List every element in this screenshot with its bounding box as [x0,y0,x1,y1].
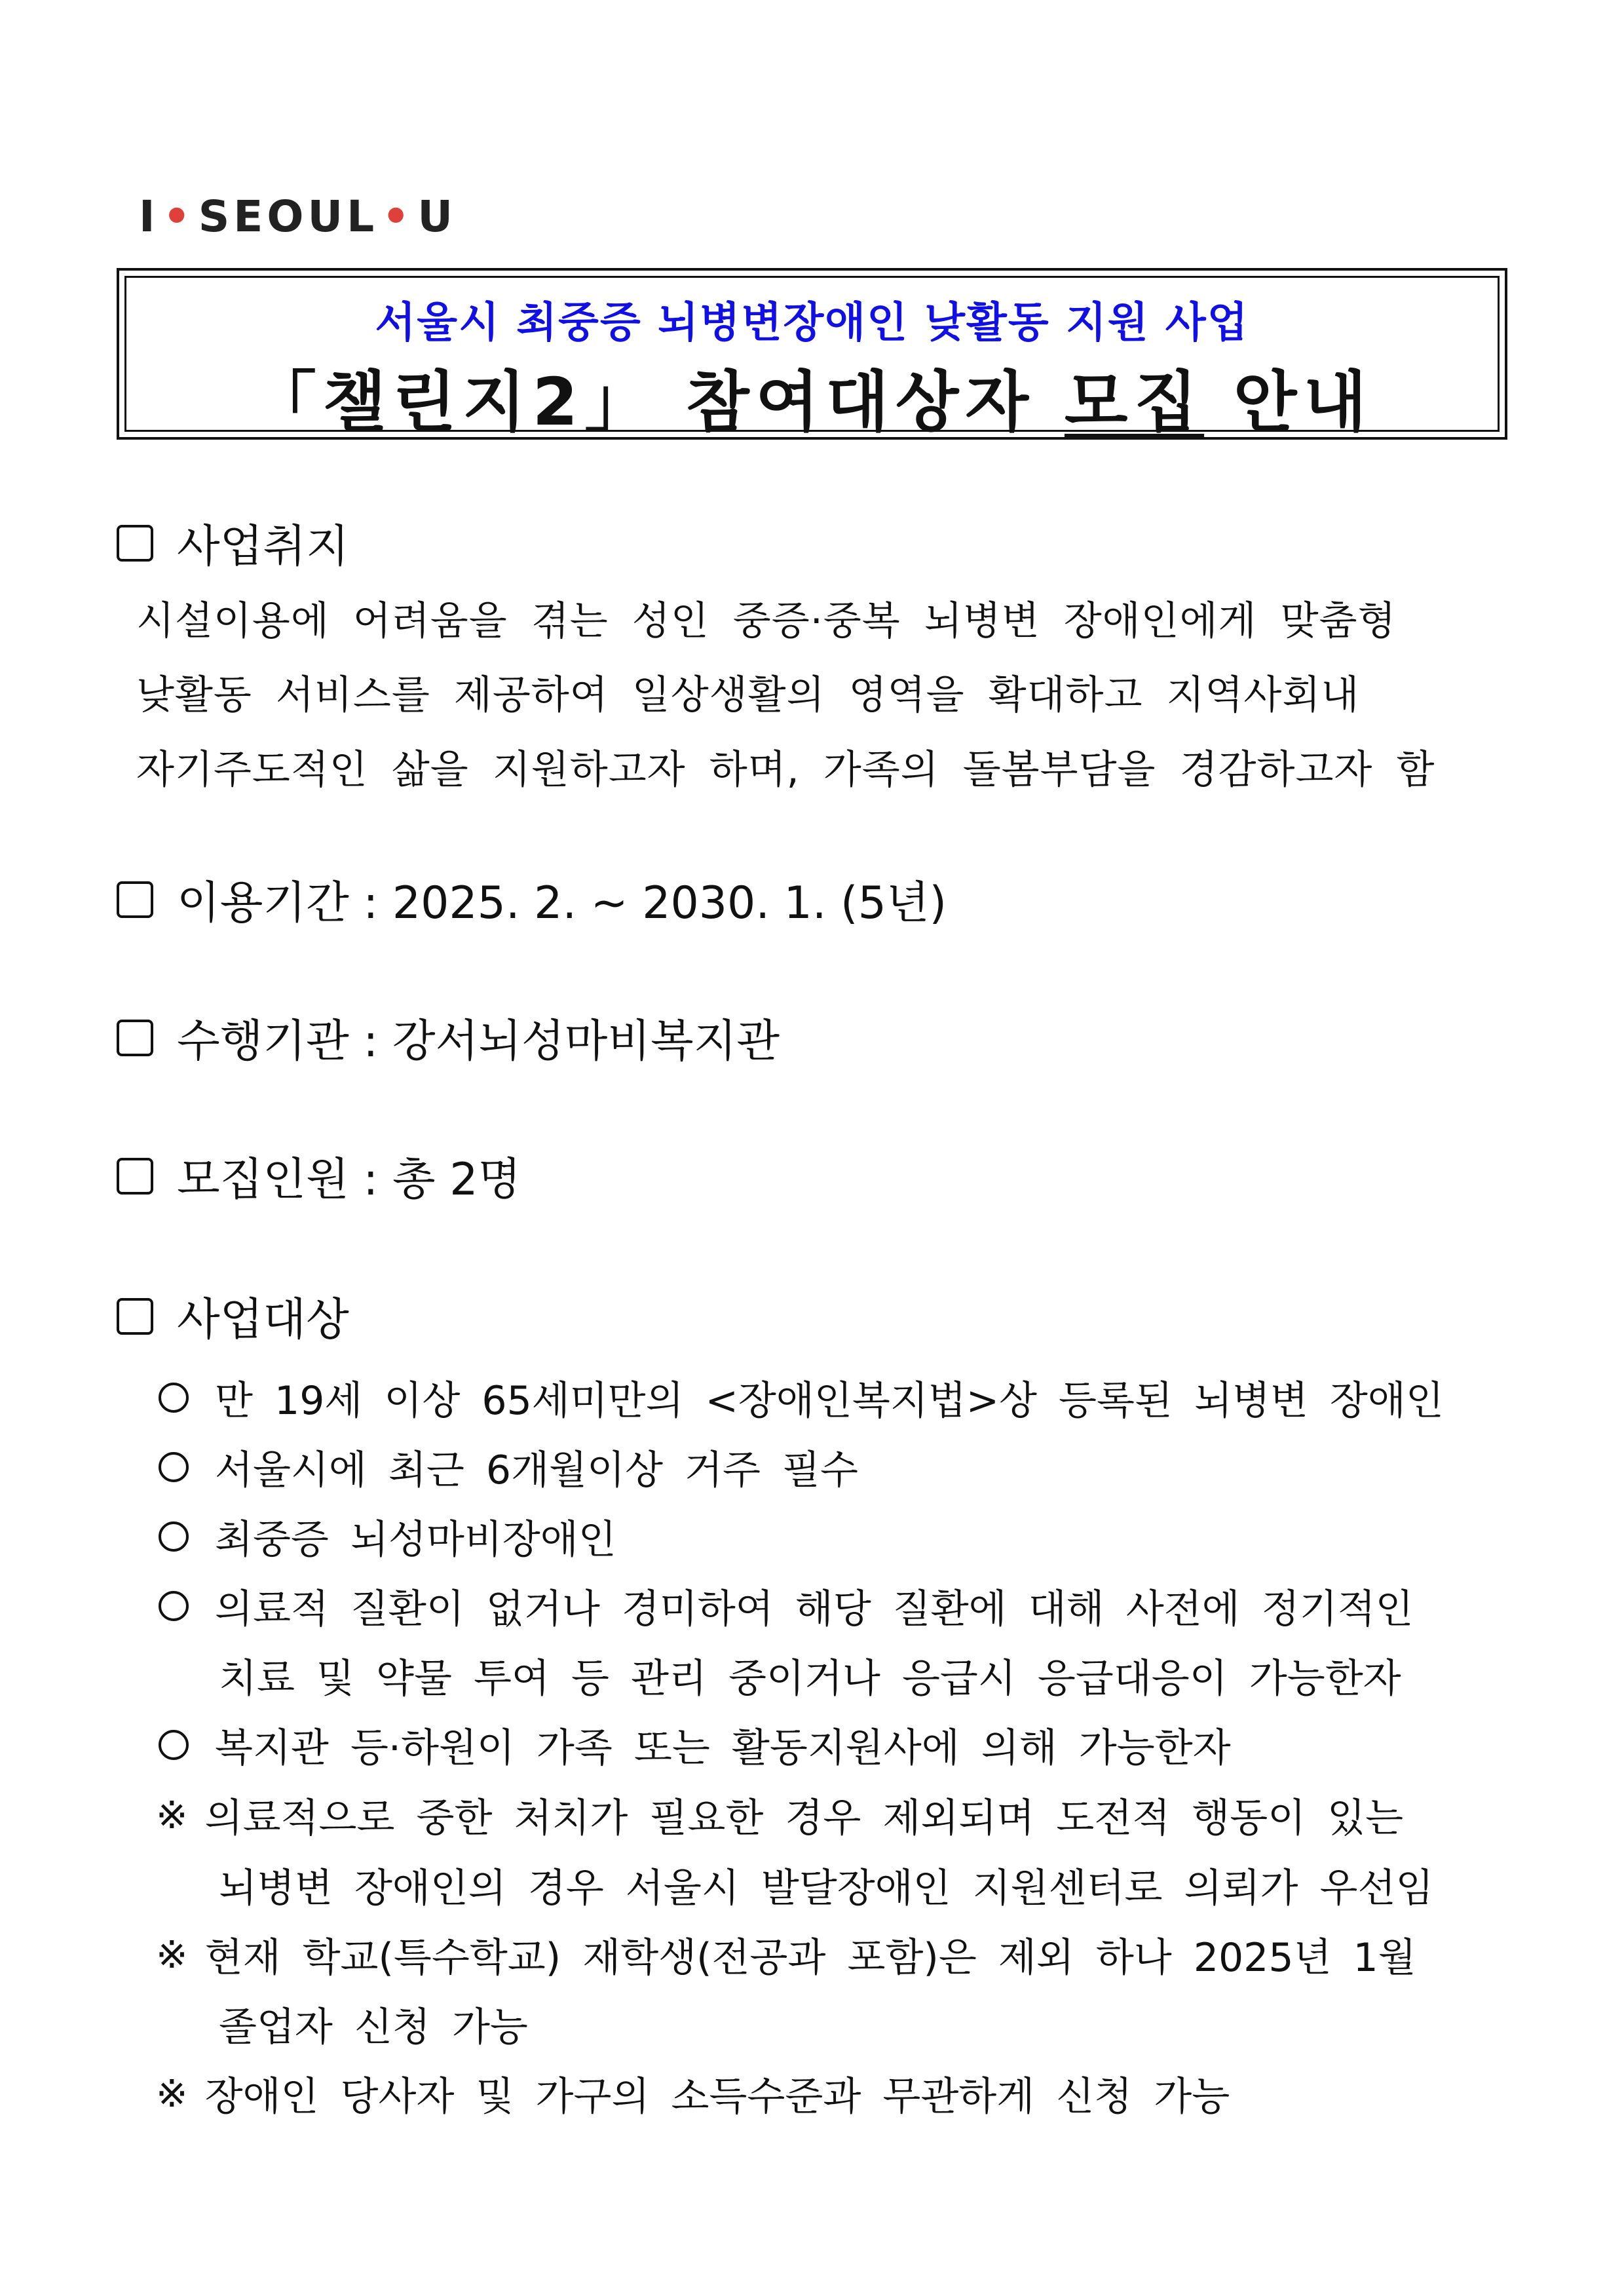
title-main-pre: 「챌린지2」 참여대상자 [250,364,1065,440]
list-item-text: 복지관 등·하원이 가족 또는 활동지원사에 의해 가능한자 [215,1725,1231,1771]
section-heading: 이용기간 : 2025. 2. ~ 2030. 1. (5년) [177,877,947,929]
list-item-text: 만 19세 이상 65세미만의 <장애인복지법>상 등록된 뇌병변 장애인 [215,1378,1444,1424]
list-item [159,1439,858,1495]
logo-left: I [139,191,159,242]
seoul-logo [139,191,457,242]
section-heading: 모집인원 : 총 2명 [177,1154,521,1206]
title-box [117,268,1507,440]
logo-middle: SEOUL [198,191,379,242]
list-item-text: 서울시에 최근 6개월이상 거주 필수 [215,1447,858,1493]
title-main-underlined: 모집 [1064,364,1205,440]
purpose-line: 자기주도적인 삶을 지원하고자 하며, 가족의 돌봄부담을 경감하고자 함 [136,747,1435,793]
note-item [156,1926,1416,1983]
checkbox-square-icon [117,1020,153,1056]
section-heading: 사업취지 [177,521,349,573]
section-recruit [117,1144,521,1208]
circle-bullet-icon [159,1730,189,1760]
circle-bullet-icon [159,1383,189,1413]
logo-dot-icon: • [162,191,195,242]
list-item [159,1508,616,1565]
list-item [159,1369,1444,1426]
section-purpose [117,511,349,575]
circle-bullet-icon [159,1452,189,1482]
title-subtitle: 서울시 최중증 뇌병변장애인 낮활동 지원 사업 [375,299,1249,347]
note-continuation: 졸업자 신청 가능 [219,2004,528,2050]
note-text: 의료적으로 중한 처치가 필요한 경우 제외되며 도전적 행동이 있는 [204,1795,1404,1841]
checkbox-square-icon [117,1158,153,1195]
section-agency [117,1006,780,1069]
reference-mark: ※ [156,1932,188,1977]
section-heading: 수행기관 : 강서뇌성마비복지관 [177,1016,780,1067]
list-item [159,1578,1414,1634]
circle-bullet-icon [159,1521,189,1552]
note-continuation: 뇌병변 장애인의 경우 서울시 발달장애인 지원센터로 의뢰가 우선임 [219,1866,1434,1911]
checkbox-square-icon [117,881,153,918]
section-period [117,868,947,931]
checkbox-square-icon [117,525,153,562]
purpose-line: 낮활동 서비스를 제공하여 일상생활의 영역을 확대하고 지역사회내 [136,672,1360,718]
logo-dot-icon: • [382,191,414,242]
list-item [159,1717,1231,1773]
title-main-post: 안내 [1204,364,1374,440]
list-item-text: 최중증 뇌성마비장애인 [215,1517,616,1563]
list-item-text: 의료적 질환이 없거나 경미하여 해당 질환에 대해 사전에 정기적인 [215,1586,1414,1632]
section-target [117,1284,349,1348]
reference-mark: ※ [156,1793,188,1837]
section-heading: 사업대상 [177,1294,349,1346]
checkbox-square-icon [117,1298,153,1335]
note-item [156,2065,1230,2122]
note-text: 현재 학교(특수학교) 재학생(전공과 포함)은 제외 하나 2025년 1월 [204,1935,1416,1981]
list-item-continuation: 치료 및 약물 투여 등 관리 중이거나 응급시 응급대응이 가능한자 [219,1656,1401,1702]
purpose-line: 시설이용에 어려움을 겪는 성인 중증·중복 뇌병변 장애인에게 맞춤형 [136,598,1397,644]
note-text: 장애인 당사자 및 가구의 소득수준과 무관하게 신청 가능 [204,2074,1230,2120]
reference-mark: ※ [156,2071,188,2116]
logo-right: U [417,191,457,242]
circle-bullet-icon [159,1591,189,1621]
note-item [156,1787,1403,1843]
page-title [119,349,1505,444]
